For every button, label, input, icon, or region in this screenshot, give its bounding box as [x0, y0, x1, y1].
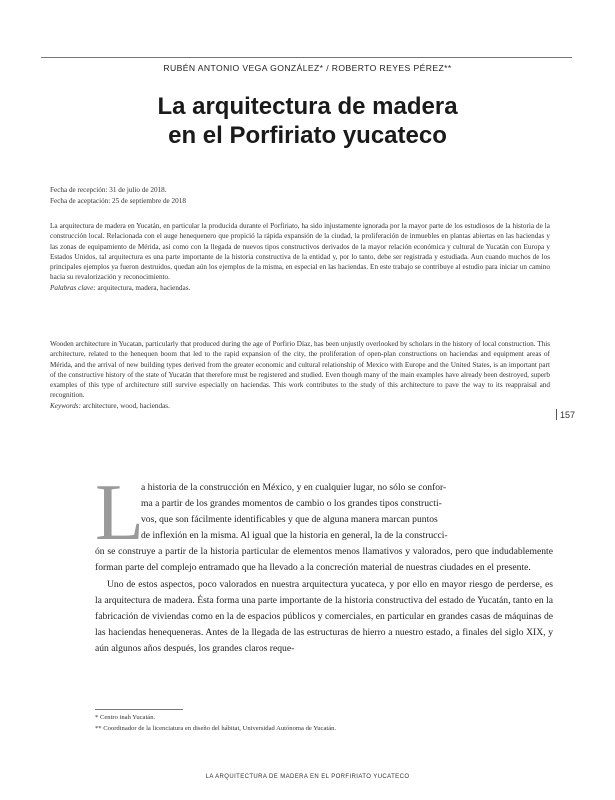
body-line: vos, que son fácilmente identificables y que de alguna manera marcan puntos: [141, 514, 438, 526]
article-title: [0, 92, 615, 150]
footnotes: [95, 712, 553, 734]
footnote-1: * Centro inah Yucatán.: [95, 714, 156, 721]
body-text: [95, 480, 553, 657]
body-line: a historia de la construcción en México, y en cualquier lugar, no sólo se confor-: [141, 482, 447, 493]
drop-cap: L: [95, 469, 144, 557]
body-paragraph-1-rest: ón se construye a partir de la historia particular de elementos menos llamativos y valorados, pero que indudablemente forman parte del complejo entramado que ha llevado a la concreción material de nuestras ciudades en el presente.: [95, 546, 553, 574]
keywords-es-label: Palabras clave:: [50, 283, 96, 292]
body-paragraph-1-flow: [95, 480, 553, 544]
keywords-en-label: Keywords:: [50, 401, 81, 410]
body-line: de inflexión en la misma. Al igual que la historia en general, la de la construcci-: [141, 530, 448, 542]
keywords-es: arquitectura, madera, haciendas.: [97, 283, 191, 292]
date-accepted: Fecha de aceptación: 25 de septiembre de 2018: [50, 196, 186, 205]
abstract-en-text: Wooden architecture in Yucatan, particularly that produced during the age of Porfirio Díaz, has been unjustly overlooked by scholars in the history of local construction. This architecture, related to the henequen boom that led to the rapid expansion of the city, the proliferation of open-plan constructions on haciendas and equipment areas of Mérida, and the arrival of new building types derived from the greater economic and cultural relationship of Mexico with Europe and the United States, is an important part of the constructive history of the state of Yucatán that therefore must be registered and studied. Even though many of the main examples have already been destroyed, superb examples of this type of architecture still survive especially on haciendas. This work contributes to the study of this architecture to pave the way to its reappraisal and recognition.: [50, 340, 550, 400]
authors-line: RUBÉN ANTONIO VEGA GONZÁLEZ* / ROBERTO REYES PÉREZ**: [163, 63, 452, 73]
top-rule: [41, 57, 572, 58]
page-number-value: 157: [560, 410, 576, 420]
title-line-2: en el Porfiriato yucateco: [168, 122, 447, 149]
dates-block: [50, 185, 550, 206]
abstract-english: [50, 339, 550, 411]
abstract-es-text: La arquitectura de madera en Yucatán, en particular la producida durante el Porfiriato, ha sido injustamente ignorada por la mayor parte de los estudiosos de la historia de la construcción local. Relacionada con el auge henequenero que propició la rápida expansión de la ciudad, la proliferación de inmuebles en plantas abiertas en las haciendas y las zonas de equipamiento de Mérida, así como con la llegada de nuevos tipos constructivos derivados de la mayor relación económica y cultural de Yucatán con Europa y Estados Unidos, tal arquitectura es una parte importante de la historia constructiva de la entidad y, por lo tanto, debe ser registrada y estudiada. Aun cuando muchos de los principales ejemplos ya fueron destruidos, quedan aún los ejemplos de la misma, en especial en las haciendas. En este trabajo se contribuye al estudio para iniciar un camino hacia su revalorización y reconocimiento.: [50, 222, 550, 282]
running-footer: LA ARQUITECTURA DE MADERA EN EL PORFIRIATO YUCATECO: [205, 774, 410, 780]
date-received: Fecha de recepción: 31 de julio de 2018.: [50, 186, 167, 194]
page-number-bar: [556, 409, 557, 420]
body-paragraph-2: Uno de estos aspectos, poco valorados en nuestra arquitectura yucateca, y por ello en mayor riesgo de perderse, es la arquitectura de madera. Ésta forma una parte importante de la historia constructiva del estado de Yucatán, tanto en la fabricación de viviendas como en la de espacios públicos y comerciales, en particular en grandes casas de máquinas de las haciendas henequeneras. Antes de la llegada de las estructuras de hierro a nuestro estado, a finales del siglo XIX, y aún algunos años después, los grandes claros reque-: [95, 578, 553, 654]
abstract-spanish: [50, 221, 550, 293]
keywords-en: architecture, wood, haciendas.: [82, 401, 170, 410]
page-number: [556, 409, 575, 420]
footnote-rule: [95, 709, 183, 710]
footnote-2: ** Coordinador de la licenciatura en diseño del hábitat, Universidad Autónoma de Yucatán.: [95, 725, 337, 732]
title-line-1: La arquitectura de madera: [157, 93, 458, 120]
body-line: ma a partir de los grandes momentos de cambio o los grandes tipos constructi-: [141, 498, 442, 510]
